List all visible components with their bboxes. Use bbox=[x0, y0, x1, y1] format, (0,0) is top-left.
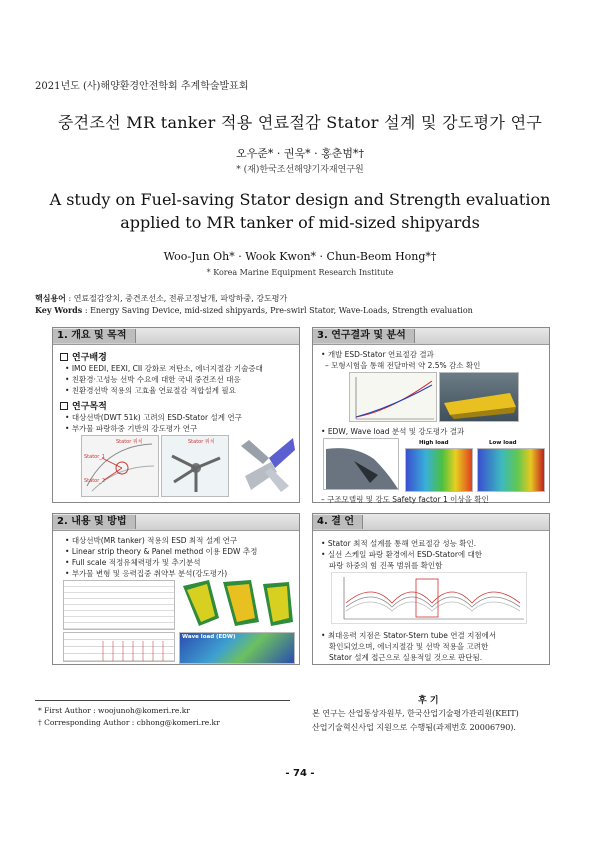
footnote-corresponding-author: † Corresponding Author : cbhong@komeri.re.kr bbox=[38, 718, 220, 727]
stern-sketch-drawing bbox=[82, 436, 160, 498]
section-overview bbox=[52, 327, 300, 503]
acknowledgement-line2: 산업기술혁신사업 지원으로 수행됨(과제번호 20006790). bbox=[312, 723, 516, 732]
figure-label: Stator_1 bbox=[84, 454, 105, 460]
wave-load-figure bbox=[179, 632, 295, 664]
authors-english: Woo-Jun Oh* · Wook Kwon* · Chun-Beom Hong*† bbox=[163, 250, 437, 263]
list-item: • Linear strip theory & Panel method 이용 EDW 추정 bbox=[65, 547, 258, 556]
acknowledgement-line1: 본 연구는 산업통상자원부, 한국산업기술평가관리원(KEIT) bbox=[312, 709, 519, 718]
section-title: 2. 내용 및 방법 bbox=[53, 515, 136, 529]
stern-model-drawing bbox=[324, 439, 400, 491]
results-table-figure bbox=[63, 632, 175, 662]
list-item: 파랑 하중의 힘 진폭 범위를 확인함 bbox=[329, 561, 443, 570]
figure-label: Stator 위치 bbox=[116, 439, 143, 445]
subheading-background: 연구배경 bbox=[60, 350, 107, 363]
subheading-purpose: 연구목적 bbox=[60, 399, 107, 412]
affiliation-korean: * (재)한국조선해양기자재연구원 bbox=[236, 165, 364, 175]
stator-view-figure bbox=[161, 435, 229, 497]
list-item: – 구조모델링 및 강도 Safety factor 1 이상을 확인 bbox=[321, 495, 489, 504]
list-item: • 대상선박(MR tanker) 적용의 ESD 최적 설계 연구 bbox=[65, 536, 238, 545]
power-graph-drawing bbox=[350, 373, 438, 423]
list-item: • Full scale 적정유체력평가 및 추기분석 bbox=[65, 558, 201, 567]
stator-3d-drawing bbox=[231, 428, 297, 498]
list-item: Stator 설계 접근으로 실용적일 것으로 판단됨. bbox=[329, 653, 483, 662]
model-ship-drawing bbox=[440, 373, 520, 423]
figure-label: Stator 위치 bbox=[188, 439, 215, 445]
conference-name: 2021년도 (사)해양환경안전학회 추계학술발표회 bbox=[35, 81, 249, 92]
acknowledgement-title: 후 기 bbox=[418, 696, 439, 706]
list-item: • Stator 최적 설계를 통해 연료절감 성능 확인. bbox=[321, 539, 477, 548]
section-conclusion bbox=[312, 513, 550, 665]
low-load-stress-figure bbox=[477, 448, 545, 492]
title-korean: 중견조선 MR tanker 적용 연료절감 Stator 설계 및 강도평가 연구 bbox=[57, 113, 543, 132]
power-graph-figure bbox=[349, 372, 437, 422]
list-item: • 최대응력 지점은 Stator-Stern tube 연결 지점에서 bbox=[321, 631, 497, 640]
design-table-figure bbox=[63, 580, 175, 630]
section-results bbox=[312, 327, 550, 503]
title-english-line2: applied to MR tanker of mid-sized shipyards bbox=[120, 213, 480, 232]
figure-label: Wave load (EDW) bbox=[182, 634, 236, 640]
footnote-divider bbox=[35, 700, 290, 701]
high-load-stress-figure bbox=[405, 448, 473, 492]
figure-label: Stator_2 bbox=[84, 478, 105, 484]
section-title: 3. 연구결과 및 분석 bbox=[313, 329, 415, 343]
list-item: • 대상선박(DWT 51k) 고려의 ESD-Stator 설계 연구 bbox=[65, 413, 242, 422]
force-amplitude-drawing bbox=[332, 573, 528, 625]
list-item: • 부가물 변형 및 응력집중 취약부 분석(강도평가) bbox=[65, 569, 228, 578]
figure-label: Low load bbox=[489, 440, 517, 446]
section-title: 4. 결 언 bbox=[313, 515, 363, 529]
keywords-english: Key Words : Energy Saving Device, mid-sized shipyards, Pre-swirl Stator, Wave-Loads, Strength evaluation bbox=[35, 305, 473, 315]
list-item: 확인되었으며, 에너지절감 및 선박 적용을 고려한 bbox=[329, 642, 489, 651]
force-amplitude-graph bbox=[331, 572, 527, 624]
stern-model-figure bbox=[323, 438, 399, 490]
section-title: 1. 개요 및 목적 bbox=[53, 329, 136, 343]
stator-view-drawing bbox=[162, 436, 230, 498]
list-item: – 모형시험을 통해 전달마력 약 2.5% 감소 확인 bbox=[325, 361, 481, 370]
keywords-korean: 핵심용어 : 연료절감장치, 중견조선소, 전류고정날개, 파랑하중, 강도평가 bbox=[35, 293, 288, 303]
list-item: • 실선 스케일 파랑 환경에서 ESD-Stator에 대한 bbox=[321, 550, 483, 559]
stern-sketch-figure bbox=[81, 435, 159, 497]
footnote-first-author: * First Author : woojunoh@komeri.re.kr bbox=[38, 706, 190, 715]
figure-label: High load bbox=[419, 440, 449, 446]
model-test-photo bbox=[439, 372, 519, 422]
blade-contour-figure bbox=[179, 578, 295, 630]
list-item: • IMO EEDI, EEXI, CII 강화로 저탄소, 에너지절감 기술증대 bbox=[65, 364, 263, 373]
list-item: • 친환경·고성능 선박 수요에 대한 국내 중견조선 대응 bbox=[65, 375, 241, 384]
list-item: • 친환경선박 적용의 고효율 연료절감 적합설계 필요 bbox=[65, 386, 236, 395]
stator-3d-figure bbox=[231, 428, 297, 498]
section-methods bbox=[52, 513, 300, 665]
authors-korean: 오우준* · 권욱* · 홍춘범*† bbox=[236, 147, 364, 160]
affiliation-english: * Korea Marine Equipment Research Institute bbox=[206, 268, 394, 277]
list-item: • 개발 ESD-Stator 연료절감 결과 bbox=[321, 350, 434, 359]
page-number: - 74 - bbox=[285, 768, 315, 779]
title-english-line1: A study on Fuel-saving Stator design and Strength evaluation bbox=[49, 190, 551, 209]
list-item: • EDW, Wave load 분석 및 강도평가 결과 bbox=[321, 427, 465, 436]
blade-contour-drawing bbox=[179, 578, 295, 630]
list-item: • 부가물 파랑하중 기반의 강도평가 연구 bbox=[65, 424, 198, 433]
